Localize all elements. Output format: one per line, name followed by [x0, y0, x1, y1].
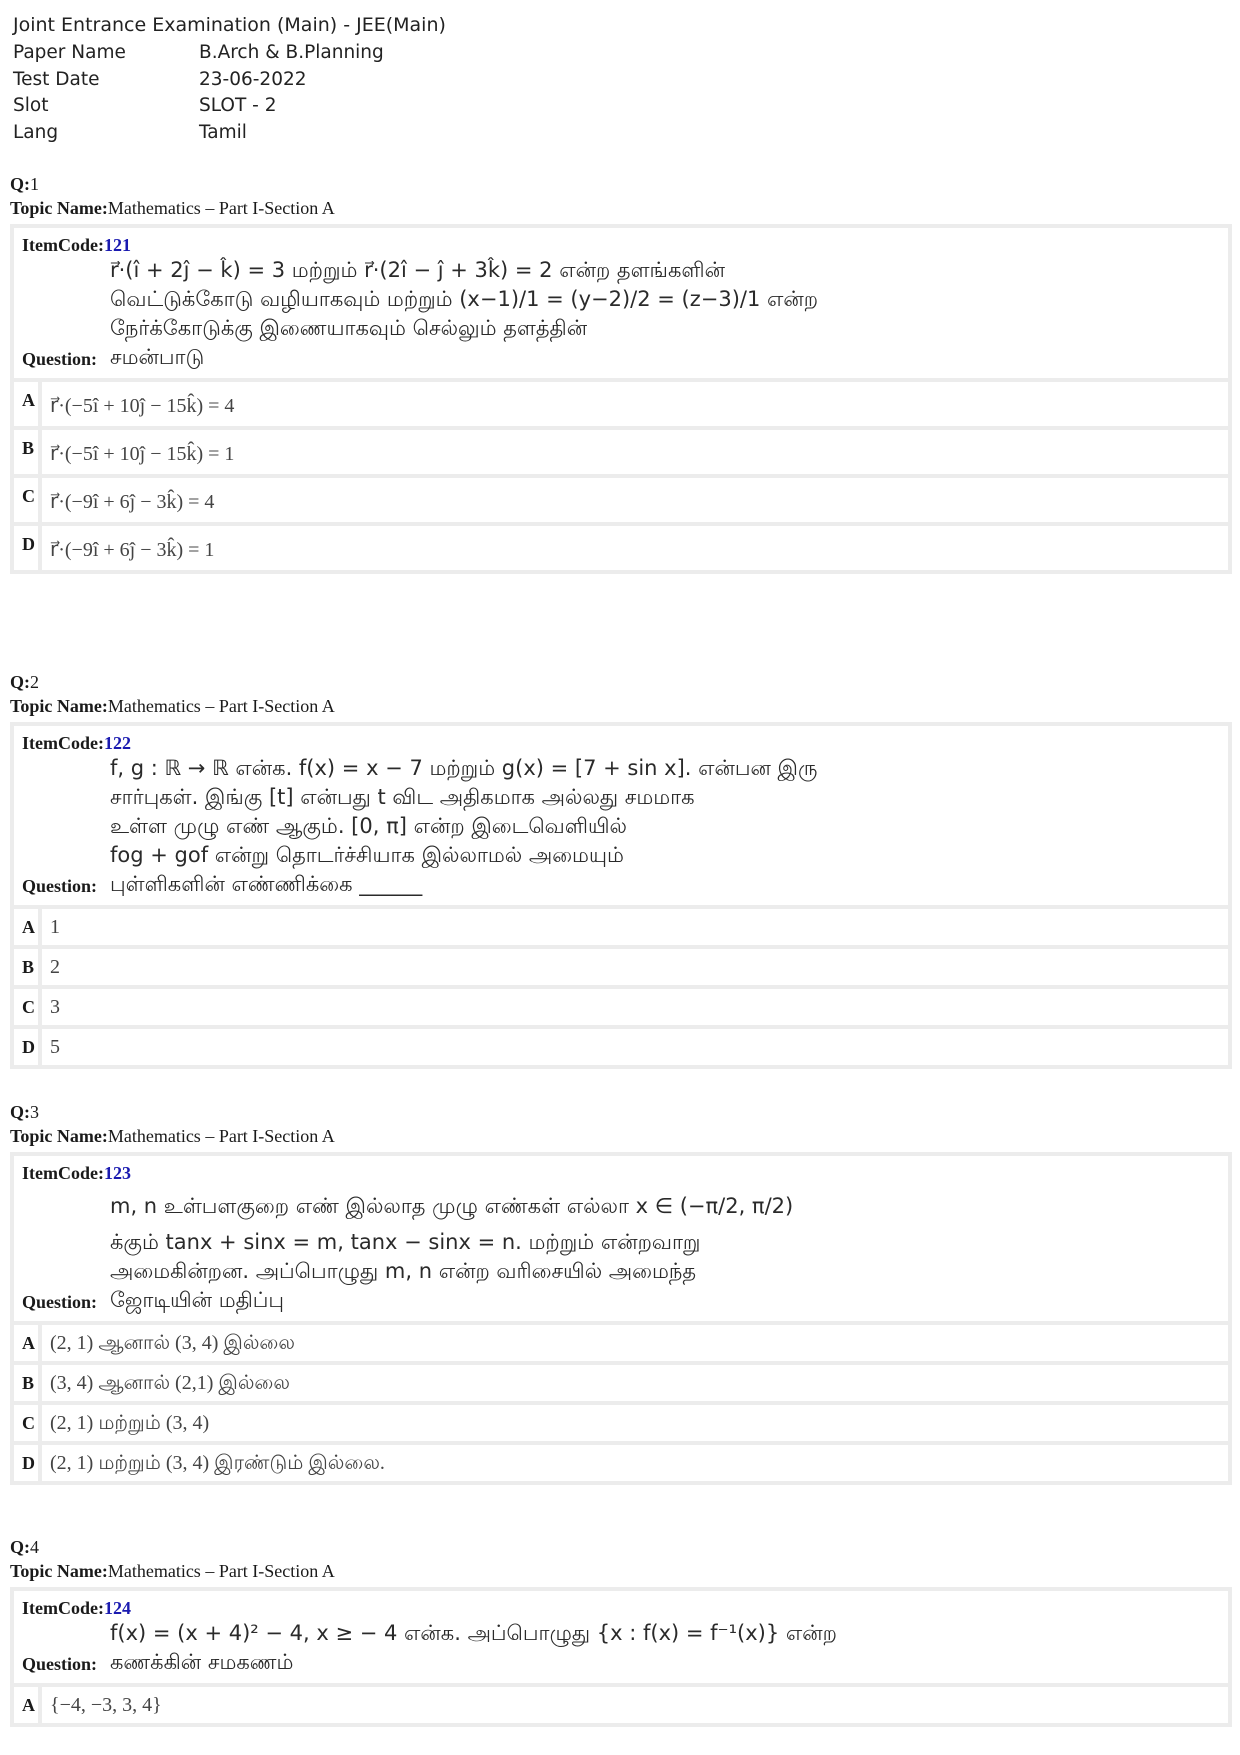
question-number: Q:1	[10, 174, 39, 194]
option-text: r⃗·(−5î + 10ĵ − 15k̂) = 1	[50, 443, 235, 465]
question-line: சார்புகள். இங்கு [t] என்பது t விட அதிகமாக அல்லது சமமாக	[110, 785, 695, 809]
topic-name: Topic Name:Mathematics – Part I-Section A	[10, 198, 335, 218]
option-row-b[interactable]	[14, 1365, 1228, 1405]
field-label: Paper Name	[13, 42, 126, 63]
field-label: Lang	[13, 121, 59, 143]
option-letter: B	[14, 1365, 42, 1401]
topic-name: Topic Name:Mathematics – Part I-Section A	[10, 1561, 335, 1581]
question-line: உள்ள முழு எண் ஆகும். [0, π] என்ற இடைவெளியில்	[110, 814, 627, 838]
option-row-b[interactable]	[14, 430, 1228, 478]
exam-title: Joint Entrance Examination (Main) - JEE(Main)	[13, 14, 446, 36]
option-text: 5	[50, 1036, 60, 1058]
field-value: Tamil	[199, 121, 247, 143]
question-line: f(x) = (x + 4)² − 4, x ≥ − 4 என்க. அப்பொழுது {x : f(x) = f⁻¹(x)} என்ற	[110, 1621, 837, 1645]
option-letter: C	[14, 1405, 42, 1441]
question-line: வெட்டுக்கோடு வழியாகவும் மற்றும் (x−1)/1 = (y−2)/2 = (z−3)/1 என்ற	[110, 287, 819, 311]
question-number: Q:3	[10, 1102, 39, 1122]
item-code: ItemCode:121	[22, 235, 131, 255]
question-block-3	[10, 1100, 1232, 1485]
question-line: m, n உள்பளகுறை எண் இல்லாத முழு எண்கள் எல்லா x ∈ (−π/2, π/2)	[110, 1194, 794, 1218]
question-line: ஜோடியின் மதிப்பு	[110, 1288, 285, 1312]
option-row-a[interactable]	[14, 1687, 1228, 1723]
question-number: Q:4	[10, 1537, 39, 1557]
option-row-c[interactable]	[14, 478, 1228, 526]
field-label: Slot	[13, 95, 49, 116]
question-cell	[14, 1591, 1228, 1687]
option-letter: B	[14, 949, 42, 985]
question-block-2	[10, 670, 1232, 1069]
question-box	[10, 722, 1232, 1069]
topic-name: Topic Name:Mathematics – Part I-Section A	[10, 696, 335, 716]
question-cell	[14, 228, 1228, 382]
option-row-d[interactable]	[14, 1445, 1228, 1481]
option-text: r⃗·(−5î + 10ĵ − 15k̂) = 4	[50, 395, 235, 417]
header-field-lang	[13, 120, 446, 147]
option-text: (2, 1) மற்றும் (3, 4)	[50, 1412, 210, 1434]
question-text	[110, 1184, 1220, 1315]
option-letter: D	[14, 1445, 42, 1481]
question-block-4	[10, 1535, 1232, 1727]
option-text: 3	[50, 996, 60, 1018]
item-code: ItemCode:123	[22, 1163, 131, 1183]
field-label: Test Date	[13, 68, 100, 90]
header-field-slot	[13, 93, 446, 120]
question-line: க்கும் tanx + sinx = m, tanx − sinx = n. மற்றும் என்றவாறு	[110, 1230, 701, 1254]
option-letter: A	[14, 382, 42, 426]
question-label: Question:	[22, 349, 98, 369]
question-line: கணக்கின் சமகணம்	[110, 1650, 294, 1674]
question-line: நேர்க்கோடுக்கு இணையாகவும் செல்லும் தளத்தின்	[110, 316, 588, 340]
option-letter: C	[14, 989, 42, 1025]
question-label: Question:	[22, 1654, 98, 1674]
question-label: Question:	[22, 1292, 98, 1312]
option-letter: D	[14, 1029, 42, 1065]
question-box	[10, 1152, 1232, 1485]
question-box	[10, 224, 1232, 574]
option-text: 2	[50, 956, 60, 978]
question-number: Q:2	[10, 672, 39, 692]
field-value: 23-06-2022	[199, 68, 307, 90]
field-value: SLOT - 2	[199, 95, 277, 116]
question-line: r⃗·(î + 2ĵ − k̂) = 3 மற்றும் r⃗·(2î − ĵ + 3k̂) = 2 என்ற தளங்களின்	[110, 258, 725, 282]
option-row-d[interactable]	[14, 1029, 1228, 1065]
option-text: (3, 4) ஆனால் (2,1) இல்லை	[50, 1372, 290, 1394]
option-letter: C	[14, 478, 42, 522]
option-row-d[interactable]	[14, 526, 1228, 570]
option-row-a[interactable]	[14, 909, 1228, 949]
option-letter: A	[14, 909, 42, 945]
option-row-a[interactable]	[14, 1325, 1228, 1365]
option-text: (2, 1) மற்றும் (3, 4) இரண்டும் இல்லை.	[50, 1452, 385, 1474]
question-line: அமைகின்றன. அப்பொழுது m, n என்ற வரிசையில் அமைந்த	[110, 1259, 697, 1283]
option-letter: B	[14, 430, 42, 474]
question-block-1	[10, 172, 1232, 574]
item-code: ItemCode:124	[22, 1598, 131, 1618]
option-row-a[interactable]	[14, 382, 1228, 430]
question-line: சமன்பாடு	[110, 345, 205, 369]
topic-name: Topic Name:Mathematics – Part I-Section A	[10, 1126, 335, 1146]
option-row-c[interactable]	[14, 1405, 1228, 1445]
option-text: r⃗·(−9î + 6ĵ − 3k̂) = 4	[50, 491, 215, 513]
question-text	[110, 1619, 1220, 1677]
option-text: (2, 1) ஆனால் (3, 4) இல்லை	[50, 1332, 295, 1354]
question-box	[10, 1587, 1232, 1727]
question-text	[110, 754, 1220, 899]
question-cell	[14, 1156, 1228, 1325]
option-letter: A	[14, 1687, 42, 1723]
option-text: {−4, −3, 3, 4}	[50, 1694, 162, 1716]
item-code: ItemCode:122	[22, 733, 131, 753]
field-value: B.Arch & B.Planning	[199, 42, 384, 63]
header-field-test-date	[13, 67, 446, 94]
question-line: f, g : ℝ → ℝ என்க. f(x) = x − 7 மற்றும் g(x) = [7 + sin x]. என்பன இரு	[110, 756, 818, 780]
question-line: புள்ளிகளின் எண்ணிக்கை ______	[110, 872, 423, 896]
question-line: fog + gof என்று தொடர்ச்சியாக இல்லாமல் அமையும்	[110, 843, 624, 867]
option-text: 1	[50, 916, 60, 938]
header-field-paper-name	[13, 40, 446, 67]
option-letter: D	[14, 526, 42, 570]
option-row-c[interactable]	[14, 989, 1228, 1029]
question-label: Question:	[22, 876, 98, 896]
option-row-b[interactable]	[14, 949, 1228, 989]
exam-header	[13, 12, 446, 146]
question-text	[110, 256, 1220, 372]
option-letter: A	[14, 1325, 42, 1361]
option-text: r⃗·(−9î + 6ĵ − 3k̂) = 1	[50, 539, 215, 561]
question-cell	[14, 726, 1228, 909]
